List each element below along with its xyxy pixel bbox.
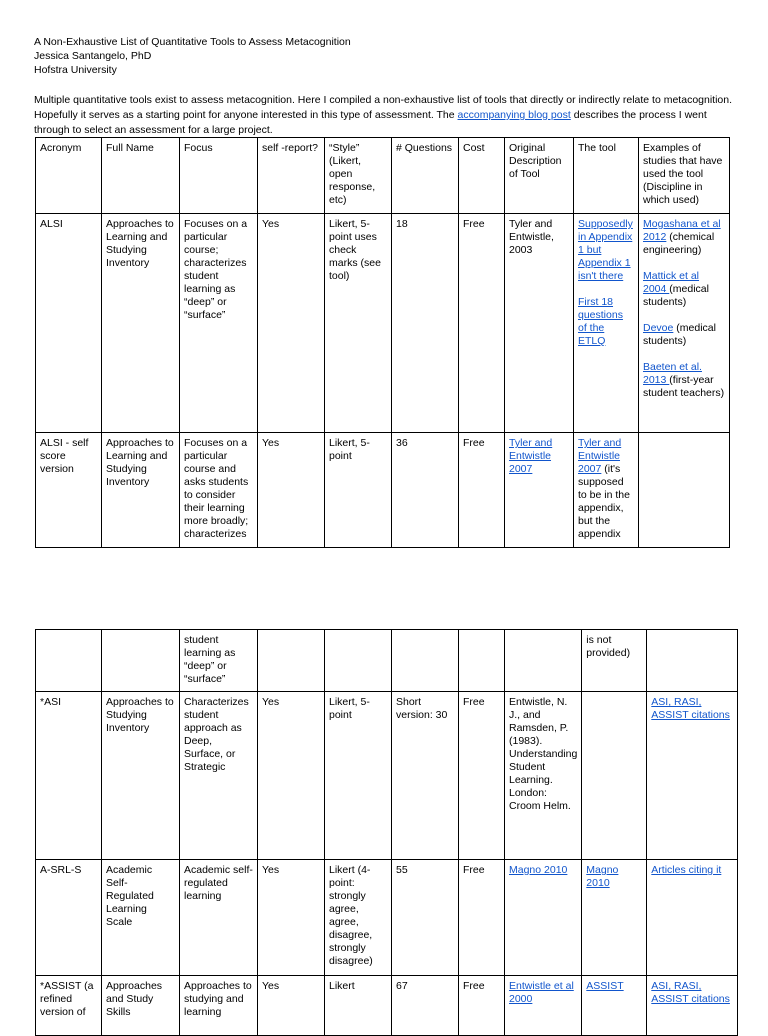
column-header: Acronym bbox=[36, 138, 102, 214]
original-link[interactable]: Tyler and Entwistle 2007 bbox=[509, 437, 553, 475]
original-link[interactable]: Entwistle et al 2000 bbox=[509, 980, 574, 1005]
self-report-cell: Yes bbox=[258, 976, 325, 1036]
style-cell: Likert (4-point: strongly agree, agree, disagree, strongly disagree) bbox=[325, 860, 392, 976]
examples-cell bbox=[639, 214, 730, 433]
cost-cell: Free bbox=[459, 433, 505, 548]
questions-cell: 55 bbox=[392, 860, 459, 976]
document-header bbox=[34, 35, 734, 77]
original-description-cell bbox=[505, 976, 582, 1036]
focus-cell: Characterizes student approach as Deep, Surface, or Strategic bbox=[180, 692, 258, 860]
style-cell: Likert, 5-point bbox=[325, 692, 392, 860]
questions-cell: 67 bbox=[392, 976, 459, 1036]
tool-note: (it's supposed to be in the appendix, but the appendix bbox=[578, 463, 630, 540]
examples-cell bbox=[639, 433, 730, 548]
acronym-cell: ALSI - self score version bbox=[36, 433, 102, 548]
blog-post-link[interactable]: accompanying blog post bbox=[457, 109, 571, 121]
example-discipline: (medical students) bbox=[643, 283, 709, 308]
example-link[interactable]: Devoe bbox=[643, 322, 674, 334]
column-header: Original Description of Tool bbox=[505, 138, 574, 214]
full-name-cell bbox=[102, 630, 180, 692]
original-description-cell: Tyler and Entwistle, 2003 bbox=[505, 214, 574, 433]
table-header-row bbox=[36, 138, 730, 214]
self-report-cell: Yes bbox=[258, 692, 325, 860]
original-description-cell bbox=[505, 630, 582, 692]
original-description-cell: Entwistle, N. J., and Ramsden, P. (1983). Understanding Student Learning. London: Croom Helm. bbox=[505, 692, 582, 860]
acronym-cell: A-SRL-S bbox=[36, 860, 102, 976]
original-link[interactable]: Magno 2010 bbox=[509, 864, 568, 876]
tools-table-page-2 bbox=[35, 629, 738, 1036]
tool-cell bbox=[582, 976, 647, 1036]
examples-cell bbox=[647, 860, 738, 976]
tool-link[interactable]: Tyler and Entwistle 2007 bbox=[578, 437, 622, 475]
intro-text-before: Multiple quantitative tools exist to assess metacognition. Here I compiled a non-exhaustive list of tools that directly or indirectly relate to metacognition. Hopefully it serves as a starting point for anyone interested in this type of assessment. The bbox=[34, 94, 733, 121]
tool-cell bbox=[574, 433, 639, 548]
questions-cell: Short version: 30 bbox=[392, 692, 459, 860]
style-cell: Likert, 5-point bbox=[325, 433, 392, 548]
full-name-cell: Approaches to Learning and Studying Inventory bbox=[102, 433, 180, 548]
column-header: Cost bbox=[459, 138, 505, 214]
examples-cell bbox=[647, 976, 738, 1036]
cost-cell bbox=[459, 630, 505, 692]
column-header: The tool bbox=[574, 138, 639, 214]
example-discipline: (chemical engineering) bbox=[643, 231, 715, 256]
tool-link[interactable]: Supposedly in Appendix 1 but Appendix 1 isn't there bbox=[578, 218, 633, 282]
full-name-cell: Approaches to Learning and Studying Inventory bbox=[102, 214, 180, 433]
full-name-cell: Academic Self-Regulated Learning Scale bbox=[102, 860, 180, 976]
example-link[interactable]: Articles citing it bbox=[651, 864, 722, 876]
questions-cell bbox=[392, 630, 459, 692]
example-entry bbox=[643, 361, 725, 400]
example-entry bbox=[643, 270, 725, 309]
examples-cell bbox=[647, 630, 738, 692]
acronym-cell: *ASI bbox=[36, 692, 102, 860]
tool-link[interactable]: Magno 2010 bbox=[586, 864, 619, 889]
style-cell: Likert, 5-point uses check marks (see tool) bbox=[325, 214, 392, 433]
focus-cell: Academic self-regulated learning bbox=[180, 860, 258, 976]
example-discipline: (medical students) bbox=[643, 322, 716, 347]
full-name-cell: Approaches to Studying Inventory bbox=[102, 692, 180, 860]
acronym-cell: ALSI bbox=[36, 214, 102, 433]
focus-cell: Focuses on a particular course; characterizes student learning as “deep” or “surface” bbox=[180, 214, 258, 433]
tool-cell bbox=[582, 860, 647, 976]
style-cell: Likert bbox=[325, 976, 392, 1036]
column-header: Focus bbox=[180, 138, 258, 214]
table-row bbox=[36, 433, 730, 548]
document-title: A Non-Exhaustive List of Quantitative Tools to Assess Metacognition bbox=[34, 36, 351, 48]
questions-cell: 36 bbox=[392, 433, 459, 548]
tool-link[interactable]: First 18 questions of the ETLQ bbox=[578, 296, 623, 347]
cost-cell: Free bbox=[459, 214, 505, 433]
table-row bbox=[36, 630, 738, 692]
self-report-cell bbox=[258, 630, 325, 692]
self-report-cell: Yes bbox=[258, 214, 325, 433]
style-cell bbox=[325, 630, 392, 692]
example-entry bbox=[643, 218, 725, 257]
example-link[interactable]: Mattick et al 2004 bbox=[643, 270, 700, 295]
example-link[interactable]: Baeten et al. 2013 bbox=[643, 361, 702, 386]
intro-text-after: describes the process I went through to select an assessment for a large project. bbox=[34, 109, 707, 136]
tools-table-page-1 bbox=[35, 137, 730, 548]
example-discipline: (first-year student teachers) bbox=[643, 374, 725, 399]
intro-paragraph bbox=[34, 93, 734, 138]
tool-cell bbox=[582, 692, 647, 860]
example-link[interactable]: ASI, RASI, ASSIST citations bbox=[651, 696, 730, 721]
column-header: # Questions bbox=[392, 138, 459, 214]
tool-cell: is not provided) bbox=[582, 630, 647, 692]
examples-cell bbox=[647, 692, 738, 860]
acronym-cell bbox=[36, 630, 102, 692]
tool-link[interactable]: ASSIST bbox=[586, 980, 624, 992]
tool-cell bbox=[574, 214, 639, 433]
column-header: Full Name bbox=[102, 138, 180, 214]
table-row bbox=[36, 692, 738, 860]
table-row bbox=[36, 860, 738, 976]
column-header: self -report? bbox=[258, 138, 325, 214]
column-header: “Style” (Likert, open response, etc) bbox=[325, 138, 392, 214]
affiliation: Hofstra University bbox=[34, 64, 117, 76]
self-report-cell: Yes bbox=[258, 860, 325, 976]
focus-cell: Focuses on a particular course and asks students to consider their learning more broadly; characterizes bbox=[180, 433, 258, 548]
self-report-cell: Yes bbox=[258, 433, 325, 548]
example-link[interactable]: ASI, RASI, ASSIST citations bbox=[651, 980, 730, 1005]
questions-cell: 18 bbox=[392, 214, 459, 433]
full-name-cell: Approaches and Study Skills bbox=[102, 976, 180, 1036]
focus-cell: Approaches to studying and learning bbox=[180, 976, 258, 1036]
author-name: Jessica Santangelo, PhD bbox=[34, 50, 152, 62]
cost-cell: Free bbox=[459, 976, 505, 1036]
acronym-cell: *ASSIST (a refined version of bbox=[36, 976, 102, 1036]
column-header: Examples of studies that have used the tool (Discipline in which used) bbox=[639, 138, 730, 214]
table-row bbox=[36, 214, 730, 433]
original-description-cell bbox=[505, 433, 574, 548]
cost-cell: Free bbox=[459, 860, 505, 976]
original-description-cell bbox=[505, 860, 582, 976]
cost-cell: Free bbox=[459, 692, 505, 860]
example-link[interactable]: Mogashana et al 2012 bbox=[643, 218, 721, 243]
table-row bbox=[36, 976, 738, 1036]
example-entry bbox=[643, 322, 725, 348]
focus-cell: student learning as “deep” or “surface” bbox=[180, 630, 258, 692]
